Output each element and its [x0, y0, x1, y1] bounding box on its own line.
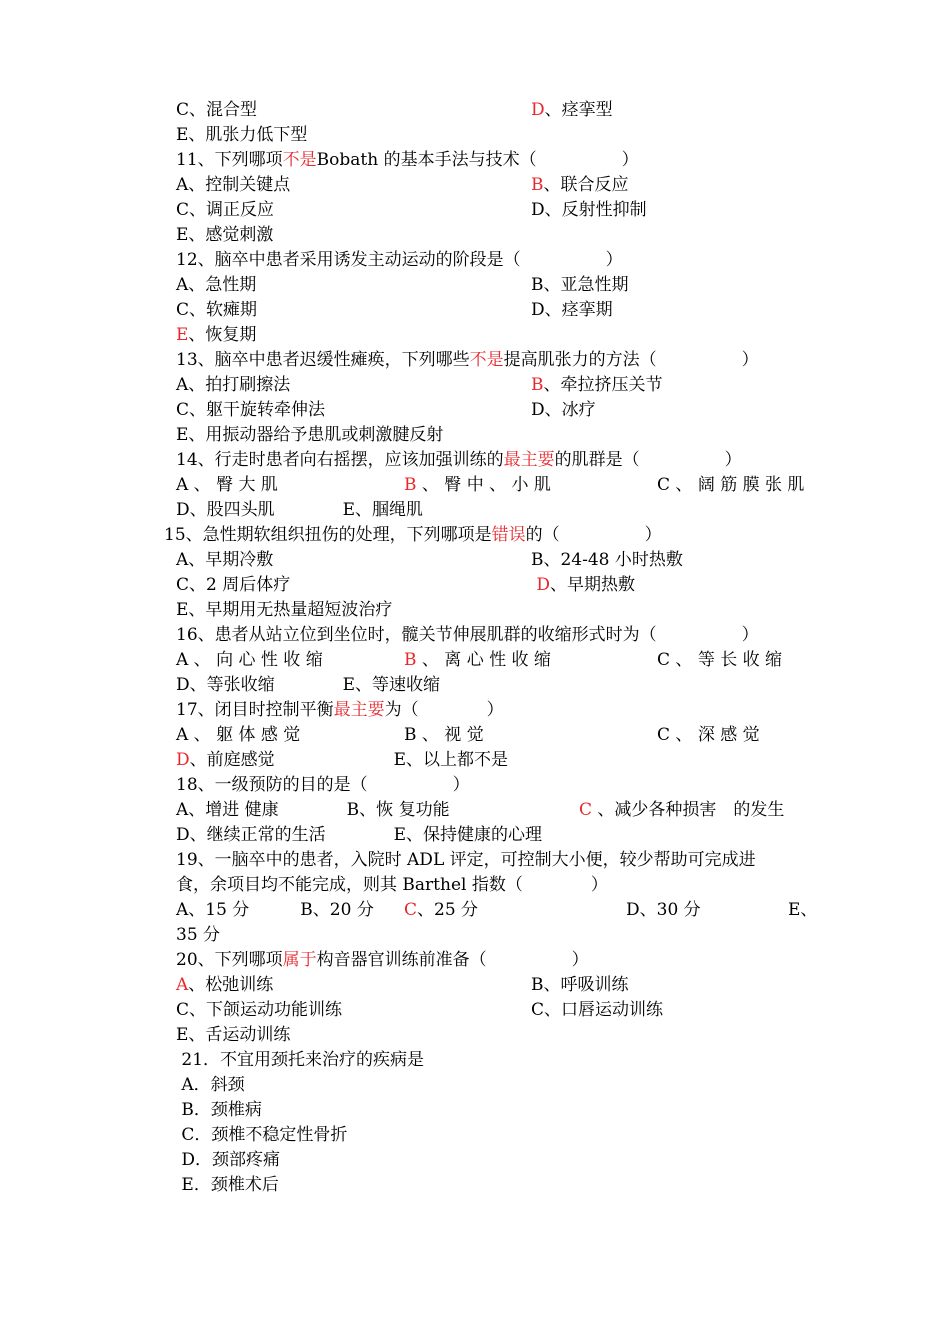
- text: A．斜颈: [176, 1075, 245, 1095]
- option-text: [531, 548, 683, 573]
- option-text: [657, 473, 804, 498]
- text: 、松弛训练: [188, 975, 274, 995]
- line-text: [176, 548, 273, 573]
- text: A 、 臀 大 肌: [176, 475, 278, 495]
- text: 21．不宜用颈托来治疗的疾病是: [176, 1050, 425, 1070]
- text-line: [0, 223, 950, 248]
- text-line: [0, 923, 950, 948]
- text-line: [0, 1073, 950, 1098]
- text: 11、下列哪项: [176, 150, 283, 170]
- text: A 、 躯 体 感 觉: [176, 725, 301, 745]
- text: A 、 向 心 性 收 缩: [176, 650, 323, 670]
- text: 、 臀 中 、 小 肌: [416, 475, 551, 495]
- option-text: [531, 98, 613, 123]
- highlight-text: D: [176, 750, 190, 770]
- line-text: [176, 1098, 262, 1123]
- line-text: [176, 123, 307, 148]
- option-text: [404, 473, 551, 498]
- text: E、感觉刺激: [176, 225, 274, 245]
- text: B、亚急性期: [531, 275, 629, 295]
- line-text: [176, 598, 392, 623]
- text-line: [0, 673, 950, 698]
- text-line: [0, 373, 950, 398]
- highlight-text: A: [176, 975, 189, 995]
- text: D．颈部疼痛: [176, 1150, 281, 1170]
- text: 12、脑卒中患者采用诱发主动运动的阶段是（ ）: [176, 250, 623, 270]
- text: C、调正反应: [176, 200, 275, 220]
- text-line: [0, 898, 950, 923]
- text: 17、闭目时控制平衡: [176, 700, 334, 720]
- line-text: [176, 723, 300, 748]
- line-text: [176, 248, 623, 273]
- line-text: [176, 948, 589, 973]
- text: B．颈椎病: [176, 1100, 262, 1120]
- text-line: [0, 1098, 950, 1123]
- line-text: [176, 848, 756, 873]
- text-line: [0, 873, 950, 898]
- text-line: [0, 123, 950, 148]
- highlight-text: C: [579, 800, 593, 820]
- text: C、混合型: [176, 100, 258, 120]
- text: 食，余项目均不能完成，则其 Barthel 指数（ ）: [176, 875, 608, 895]
- text-line: [0, 548, 950, 573]
- text-line: [0, 598, 950, 623]
- option-text: [531, 573, 635, 598]
- option-text: [404, 648, 551, 673]
- text: A、控制关键点: [176, 175, 291, 195]
- option-text: [531, 998, 663, 1023]
- highlight-text: B: [531, 375, 544, 395]
- text-line: [0, 798, 950, 823]
- highlight-text: D: [536, 575, 551, 595]
- text: 18、一级预防的目的是（ ）: [176, 775, 470, 795]
- text-line: [0, 1123, 950, 1148]
- text: E、: [788, 900, 818, 920]
- option-text: [531, 973, 629, 998]
- line-text: [176, 823, 542, 848]
- line-text: [176, 1073, 245, 1098]
- option-text: [579, 798, 784, 823]
- text: A、增进 健康 B、恢 复功能: [176, 800, 450, 820]
- text: D、反射性抑制: [531, 200, 647, 220]
- text: 的肌群是（ ）: [554, 450, 742, 470]
- text: E、用振动器给予患肌或刺激腱反射: [176, 425, 444, 445]
- highlight-text: E: [176, 325, 189, 345]
- text-line: [0, 698, 950, 723]
- text-line: [0, 948, 950, 973]
- text-line: [0, 1173, 950, 1198]
- line-text: [176, 1048, 424, 1073]
- text: 为（ ）: [384, 700, 504, 720]
- highlight-text: 最主要: [503, 450, 555, 470]
- text-line: [0, 573, 950, 598]
- text: C 、 深 感 觉: [657, 725, 760, 745]
- line-text: [176, 423, 443, 448]
- text: 、早期热敷: [550, 575, 636, 595]
- text: D、30 分: [626, 900, 701, 920]
- text: E、早期用无热量超短波治疗: [176, 600, 393, 620]
- text: C、躯干旋转牵伸法: [176, 400, 326, 420]
- text-line: [0, 998, 950, 1023]
- text: D、继续正常的生活 E、保持健康的心理: [176, 825, 543, 845]
- line-text: [176, 1173, 279, 1198]
- option-text: [531, 398, 596, 423]
- option-text: [626, 898, 701, 923]
- highlight-text: 最主要: [333, 700, 385, 720]
- highlight-text: 错误: [491, 525, 526, 545]
- text: 35 分: [176, 925, 221, 945]
- text-line: [0, 773, 950, 798]
- text-line: [0, 448, 950, 473]
- line-text: [176, 698, 504, 723]
- text: A、早期冷敷: [176, 550, 274, 570]
- highlight-text: 不是: [282, 150, 317, 170]
- text: C 、 阔 筋 膜 张 肌: [657, 475, 805, 495]
- text: C、软瘫期: [176, 300, 258, 320]
- text: 、联合反应: [543, 175, 629, 195]
- option-text: [788, 898, 817, 923]
- line-text: [176, 1023, 290, 1048]
- text: D、等张收缩 E、等速收缩: [176, 675, 441, 695]
- text: 、牵拉挤压关节: [543, 375, 663, 395]
- option-text: [531, 298, 613, 323]
- text-line: [0, 1048, 950, 1073]
- option-text: [531, 273, 629, 298]
- text: 13、脑卒中患者迟缓性瘫痪，下列哪些: [176, 350, 470, 370]
- text: 14、行走时患者向右摇摆，应该加强训练的: [176, 450, 504, 470]
- text-line: [0, 648, 950, 673]
- line-text: [176, 923, 220, 948]
- text-line: [0, 298, 950, 323]
- text: 、25 分: [417, 900, 479, 920]
- highlight-text: 属于: [282, 950, 317, 970]
- text: E、舌运动训练: [176, 1025, 291, 1045]
- text: 、 离 心 性 收 缩: [416, 650, 551, 670]
- text-line: [0, 323, 950, 348]
- text-line: [0, 1023, 950, 1048]
- line-text: [176, 623, 759, 648]
- text: C、下颌运动功能训练: [176, 1000, 343, 1020]
- line-text: [176, 348, 759, 373]
- option-text: [404, 898, 478, 923]
- text-line: [0, 823, 950, 848]
- line-text: [176, 573, 290, 598]
- text: B、呼吸训练: [531, 975, 629, 995]
- text-line: [0, 148, 950, 173]
- text: 15、急性期软组织扭伤的处理，下列哪项是: [164, 525, 492, 545]
- text-line: [0, 723, 950, 748]
- text: A、拍打刷擦法: [176, 375, 291, 395]
- line-text: [176, 198, 274, 223]
- text: C、口唇运动训练: [531, 1000, 664, 1020]
- line-text: [176, 648, 323, 673]
- option-text: [404, 723, 484, 748]
- text: C、2 周后体疗: [176, 575, 291, 595]
- line-text: [176, 498, 423, 523]
- line-text: [176, 323, 256, 348]
- option-text: [657, 648, 782, 673]
- text-line: [0, 348, 950, 373]
- text: 提高肌张力的方法（ ）: [503, 350, 759, 370]
- line-text: [176, 998, 342, 1023]
- text-line: [0, 748, 950, 773]
- line-text: [176, 298, 257, 323]
- line-text: [176, 748, 508, 773]
- line-text: [176, 873, 608, 898]
- highlight-text: 不是: [469, 350, 504, 370]
- line-text: [176, 973, 273, 998]
- line-text: [176, 173, 290, 198]
- line-text: [176, 1123, 347, 1148]
- highlight-text: B: [531, 175, 544, 195]
- text: 的（ ）: [525, 525, 662, 545]
- text: D、痉挛期: [531, 300, 613, 320]
- line-text: [176, 398, 325, 423]
- text: C．颈椎不稳定性骨折: [176, 1125, 348, 1145]
- line-text: [176, 798, 450, 823]
- text: B 、 视 觉: [404, 725, 484, 745]
- text: 构音器官训练前准备（ ）: [316, 950, 589, 970]
- line-text: [176, 473, 278, 498]
- line-text: [176, 673, 440, 698]
- text-line: [0, 248, 950, 273]
- line-text: [176, 98, 257, 123]
- highlight-text: B: [404, 475, 417, 495]
- text-line: [0, 273, 950, 298]
- text-line: [0, 398, 950, 423]
- text: 、痉挛型: [544, 100, 613, 120]
- line-text: [176, 223, 273, 248]
- text: 20、下列哪项: [176, 950, 283, 970]
- text-line: [0, 498, 950, 523]
- text: E、肌张力低下型: [176, 125, 308, 145]
- text: 、恢复期: [188, 325, 257, 345]
- line-text: [176, 273, 256, 298]
- text-line: [0, 473, 950, 498]
- line-text: [176, 773, 470, 798]
- text-line: [0, 973, 950, 998]
- highlight-text: B: [404, 650, 417, 670]
- text: A、急性期: [176, 275, 257, 295]
- text: 19、一脑卒中的患者，入院时 ADL 评定，可控制大小便，较少帮助可完成进: [176, 850, 756, 870]
- option-text: [531, 373, 663, 398]
- text-line: [0, 98, 950, 123]
- line-text: [176, 373, 290, 398]
- text: A、15 分 B、20 分: [176, 900, 374, 920]
- text-line: [0, 198, 950, 223]
- highlight-text: D: [531, 100, 545, 120]
- text: D、冰疗: [531, 400, 596, 420]
- highlight-text: C: [404, 900, 418, 920]
- line-text: [176, 448, 742, 473]
- text-line: [0, 848, 950, 873]
- text-line: [0, 423, 950, 448]
- text: 16、患者从站立位到坐位时，髋关节伸展肌群的收缩形式时为（ ）: [176, 625, 759, 645]
- text-line: [0, 1148, 950, 1173]
- option-text: [531, 198, 647, 223]
- line-text: [176, 148, 639, 173]
- text: Bobath 的基本手法与技术（ ）: [316, 150, 639, 170]
- text: 、减少各种损害 的发生: [592, 800, 785, 820]
- text: D、股四头肌 E、腘绳肌: [176, 500, 424, 520]
- text-line: [0, 623, 950, 648]
- text-line: [0, 523, 950, 548]
- line-text: [176, 1148, 280, 1173]
- option-text: [657, 723, 760, 748]
- text: B、24-48 小时热敷: [531, 550, 683, 570]
- option-text: [531, 173, 629, 198]
- text: C 、 等 长 收 缩: [657, 650, 783, 670]
- text: 、前庭感觉 E、以上都不是: [189, 750, 509, 770]
- line-text: [176, 898, 374, 923]
- text-line: [0, 173, 950, 198]
- text: E．颈椎术后: [176, 1175, 279, 1195]
- line-text: [164, 523, 662, 548]
